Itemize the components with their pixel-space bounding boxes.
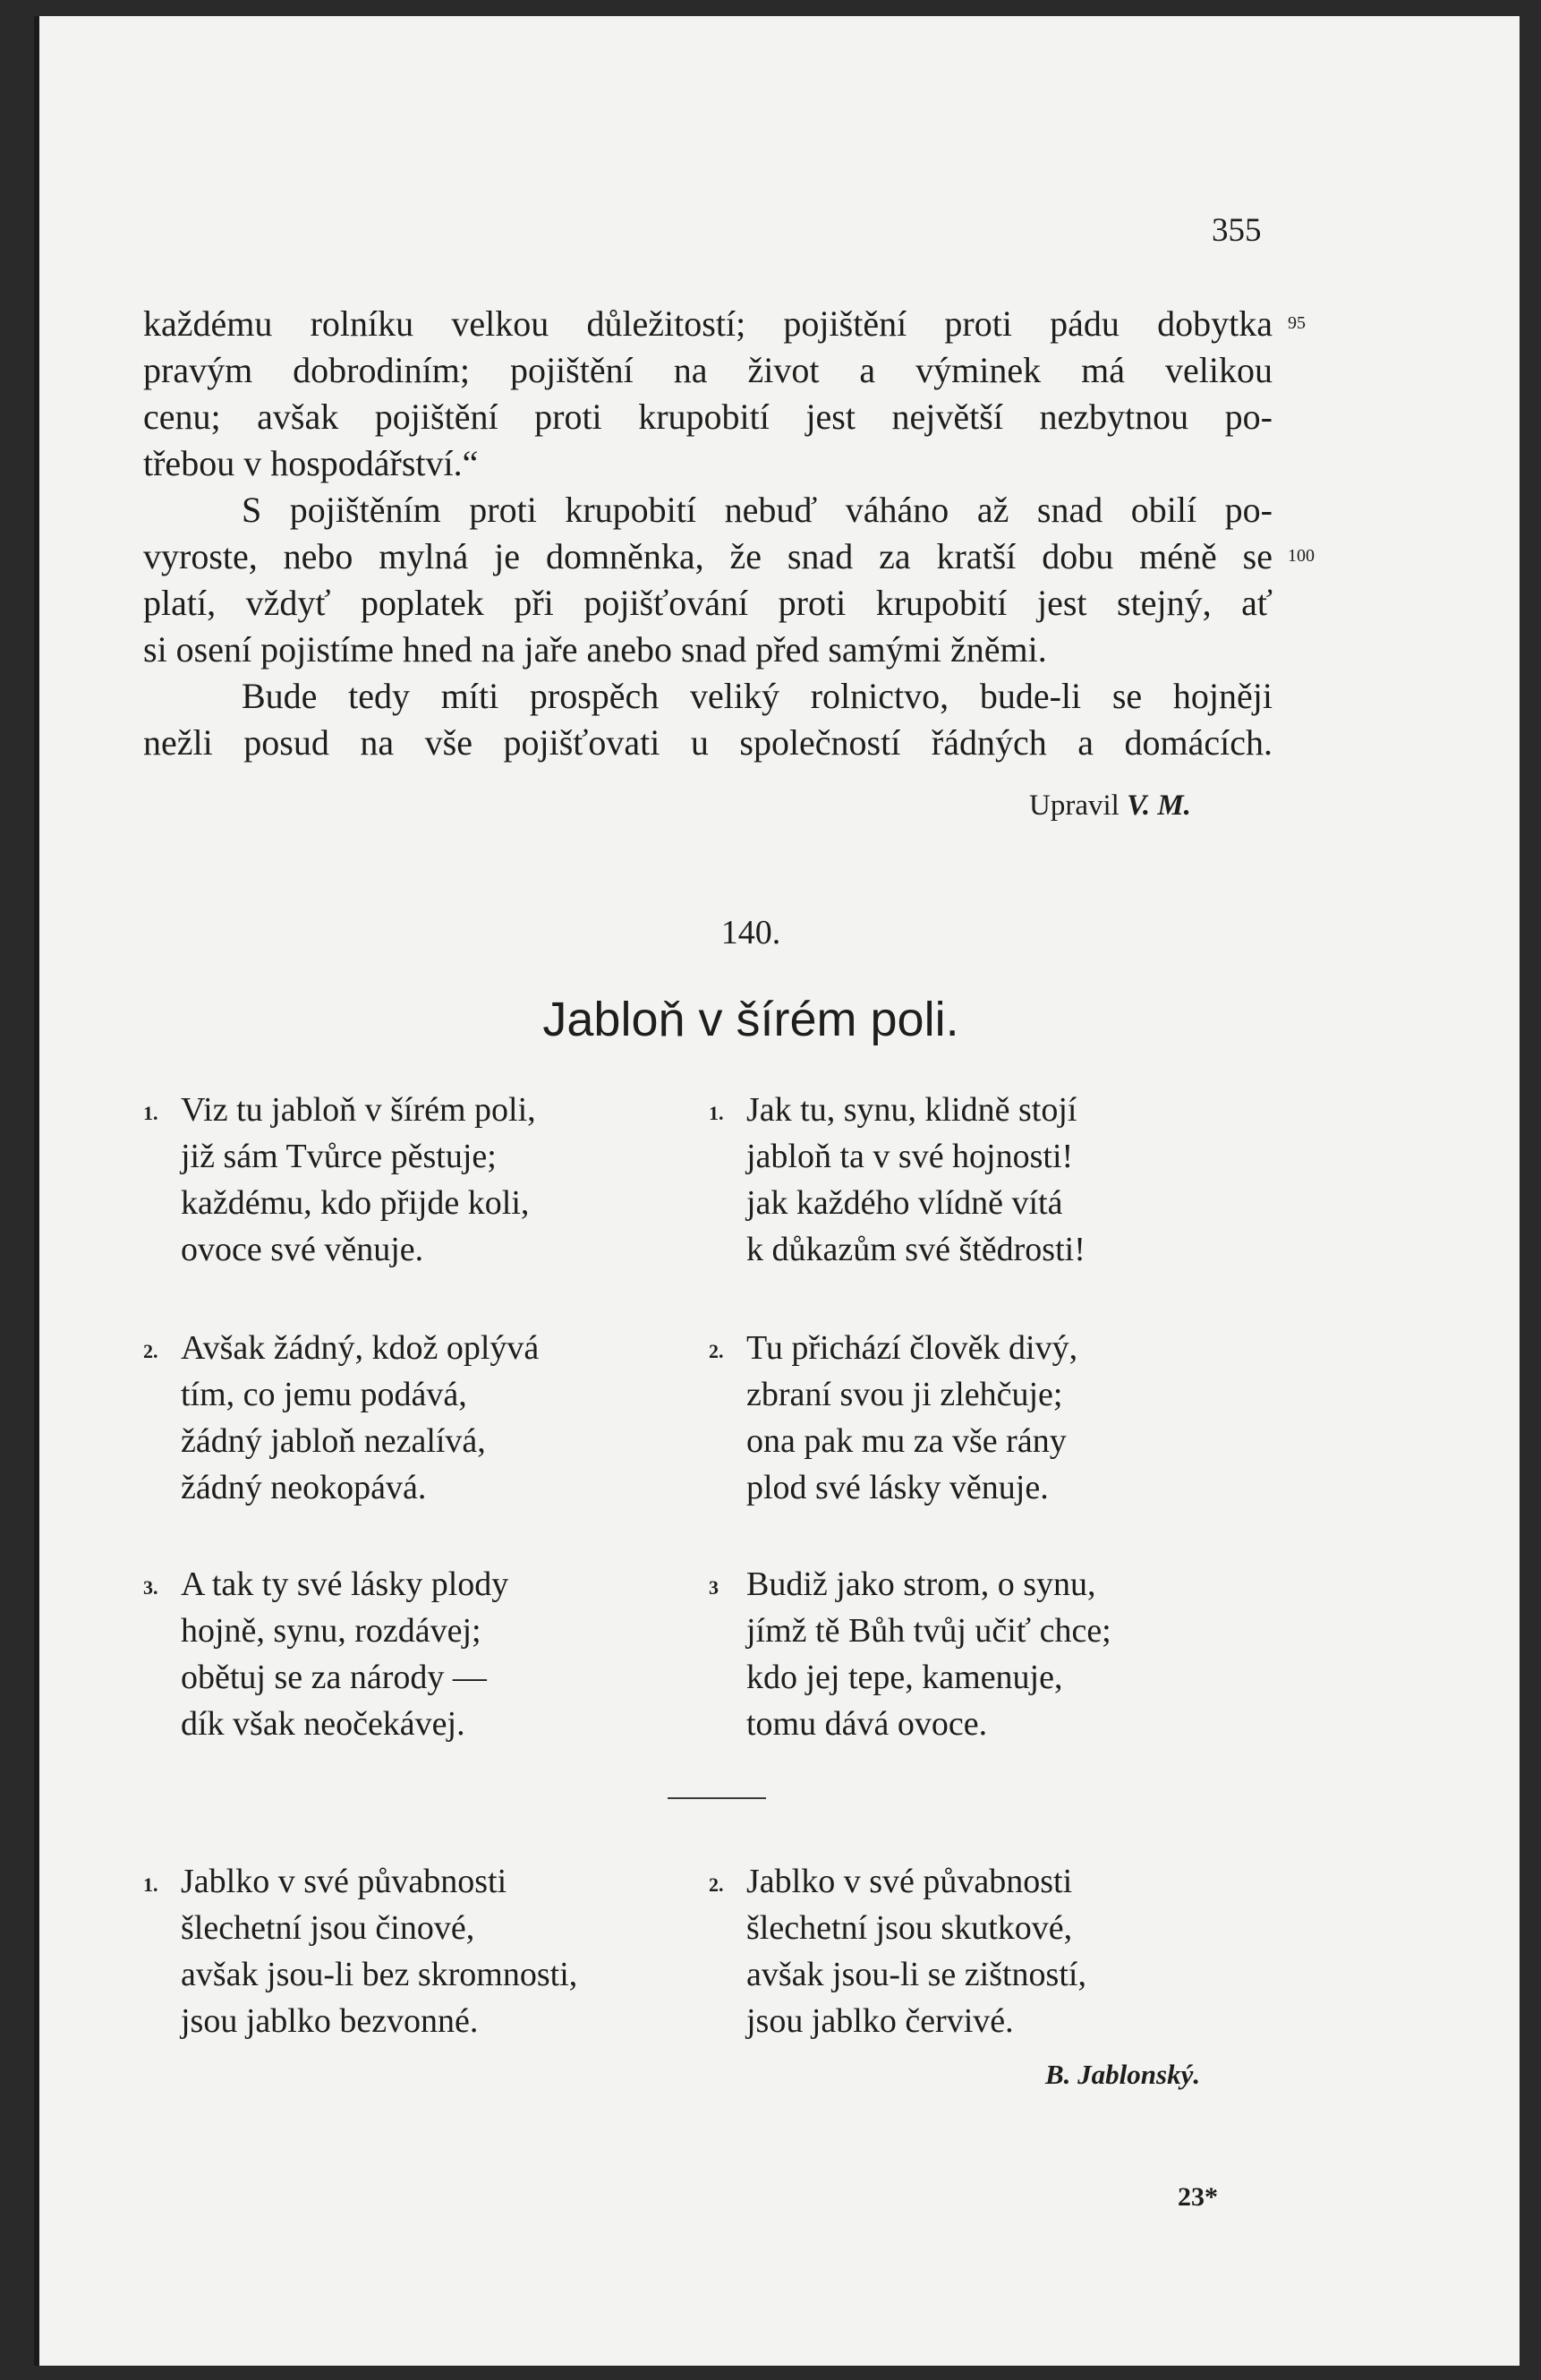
stanza bbox=[709, 1561, 1111, 1747]
verse-line: plod své lásky věnuje. bbox=[746, 1469, 1049, 1506]
epigram bbox=[143, 1858, 578, 2044]
verse-line: každému, kdo přijde koli, bbox=[181, 1184, 530, 1222]
verse-line: tomu dává ovoce. bbox=[746, 1705, 988, 1743]
stanza-number: 3 bbox=[709, 1576, 719, 1599]
verse-line: šlechetní jsou činové, bbox=[181, 1909, 475, 1947]
verse-line: šlechetní jsou skutkové, bbox=[746, 1909, 1073, 1947]
stanza bbox=[143, 1325, 540, 1511]
verse-line: jsou jablko červivé. bbox=[746, 2002, 1014, 2040]
prose-line: si osení pojistíme hned na jaře anebo snad před samými žněmi. bbox=[143, 629, 1047, 670]
prose-line: platí, vždyť poplatek při pojišťování proti krupobití jest stejný, ať bbox=[143, 583, 1273, 623]
verse-line: tím, co jemu podává, bbox=[181, 1376, 467, 1413]
margin-line-number: 95 bbox=[1288, 313, 1306, 333]
stanza-number: 2. bbox=[709, 1340, 724, 1362]
verse-line: již sám Tvůrce pěstuje; bbox=[181, 1138, 497, 1175]
book-page bbox=[34, 16, 1520, 2366]
poem-title: Jabloň v šírém poli. bbox=[542, 993, 959, 1046]
page-number: 355 bbox=[1212, 212, 1262, 249]
stanza-number: 3. bbox=[143, 1576, 158, 1599]
section-divider bbox=[668, 1797, 766, 1799]
verse-line: Jablko v své půvabnosti bbox=[181, 1863, 507, 1900]
prose-line: cenu; avšak pojištění proti krupobití jest největší nezbytnou po- bbox=[143, 397, 1273, 437]
verse-line: dík však neočekávej. bbox=[181, 1705, 465, 1743]
stanza bbox=[143, 1561, 509, 1747]
verse-line: jak každého vlídně vítá bbox=[746, 1184, 1063, 1222]
verse-line: ovoce své věnuje. bbox=[181, 1231, 424, 1268]
stanza bbox=[143, 1087, 536, 1273]
verse-line: k důkazům své štědrosti! bbox=[746, 1231, 1086, 1268]
stanza-number: 2. bbox=[143, 1340, 158, 1362]
stanza bbox=[709, 1325, 1078, 1511]
verse-line: A tak ty své lásky plody bbox=[181, 1565, 509, 1603]
verse-line: Budiž jako strom, o synu, bbox=[746, 1565, 1096, 1603]
stanza-number: 1. bbox=[709, 1102, 724, 1124]
prose-line: pravým dobrodiním; pojištění na život a výminek má velikou bbox=[143, 350, 1273, 390]
verse-line: Jak tu, synu, klidně stojí bbox=[746, 1091, 1077, 1129]
prose-line: Bude tedy míti prospěch veliký rolnictvo, bude-li se hojněji bbox=[242, 676, 1273, 716]
stanza-number: 1. bbox=[143, 1873, 158, 1896]
verse-line: hojně, synu, rozdávej; bbox=[181, 1612, 481, 1650]
prose-line: S pojištěním proti krupobití nebuď váháno až snad obilí po- bbox=[242, 490, 1273, 530]
margin-line-number: 100 bbox=[1288, 546, 1315, 566]
prose-line: vyroste, nebo mylná je domněnka, že snad za kratší dobu méně se bbox=[143, 536, 1273, 576]
prose-line: každému rolníku velkou důležitostí; pojištění proti pádu dobytka bbox=[143, 303, 1273, 344]
author-signature: B. Jablonský. bbox=[1045, 2059, 1201, 2090]
verse-line: avšak jsou-li bez skromnosti, bbox=[181, 1956, 578, 1993]
verse-line: ona pak mu za vše rány bbox=[746, 1422, 1067, 1460]
verse-line: Avšak žádný, kdož oplývá bbox=[181, 1329, 540, 1367]
stanza-number: 2. bbox=[709, 1873, 724, 1896]
verse-line: Tu přichází člověk divý, bbox=[746, 1329, 1078, 1367]
verse-line: jímž tě Bůh tvůj učiť chce; bbox=[746, 1612, 1111, 1650]
verse-line: žádný neokopává. bbox=[181, 1469, 427, 1506]
poem-number: 140. bbox=[720, 914, 781, 951]
verse-line: zbraní svou ji zlehčuje; bbox=[746, 1376, 1063, 1413]
verse-line: avšak jsou-li se zištností, bbox=[746, 1956, 1086, 1993]
verse-line: jabloň ta v své hojnosti! bbox=[746, 1138, 1074, 1175]
verse-line: Jablko v své půvabnosti bbox=[746, 1863, 1073, 1900]
epigram bbox=[709, 1858, 1086, 2044]
verse-line: žádný jabloň nezalívá, bbox=[181, 1422, 486, 1460]
verse-line: Viz tu jabloň v šírém poli, bbox=[181, 1091, 536, 1129]
stanza bbox=[709, 1087, 1086, 1273]
prose-line: nežli posud na vše pojišťovati u společností řádných a domácích. bbox=[143, 722, 1273, 763]
stanza-number: 1. bbox=[143, 1102, 158, 1124]
editor-signature: Upravil V. M. bbox=[1029, 789, 1191, 822]
verse-line: kdo jej tepe, kamenuje, bbox=[746, 1659, 1063, 1696]
signature-mark: 23* bbox=[1178, 2182, 1218, 2212]
prose-line: třebou v hospodářství.“ bbox=[143, 443, 479, 483]
verse-line: obětuj se za národy — bbox=[181, 1659, 487, 1696]
verse-line: jsou jablko bezvonné. bbox=[181, 2002, 479, 2040]
